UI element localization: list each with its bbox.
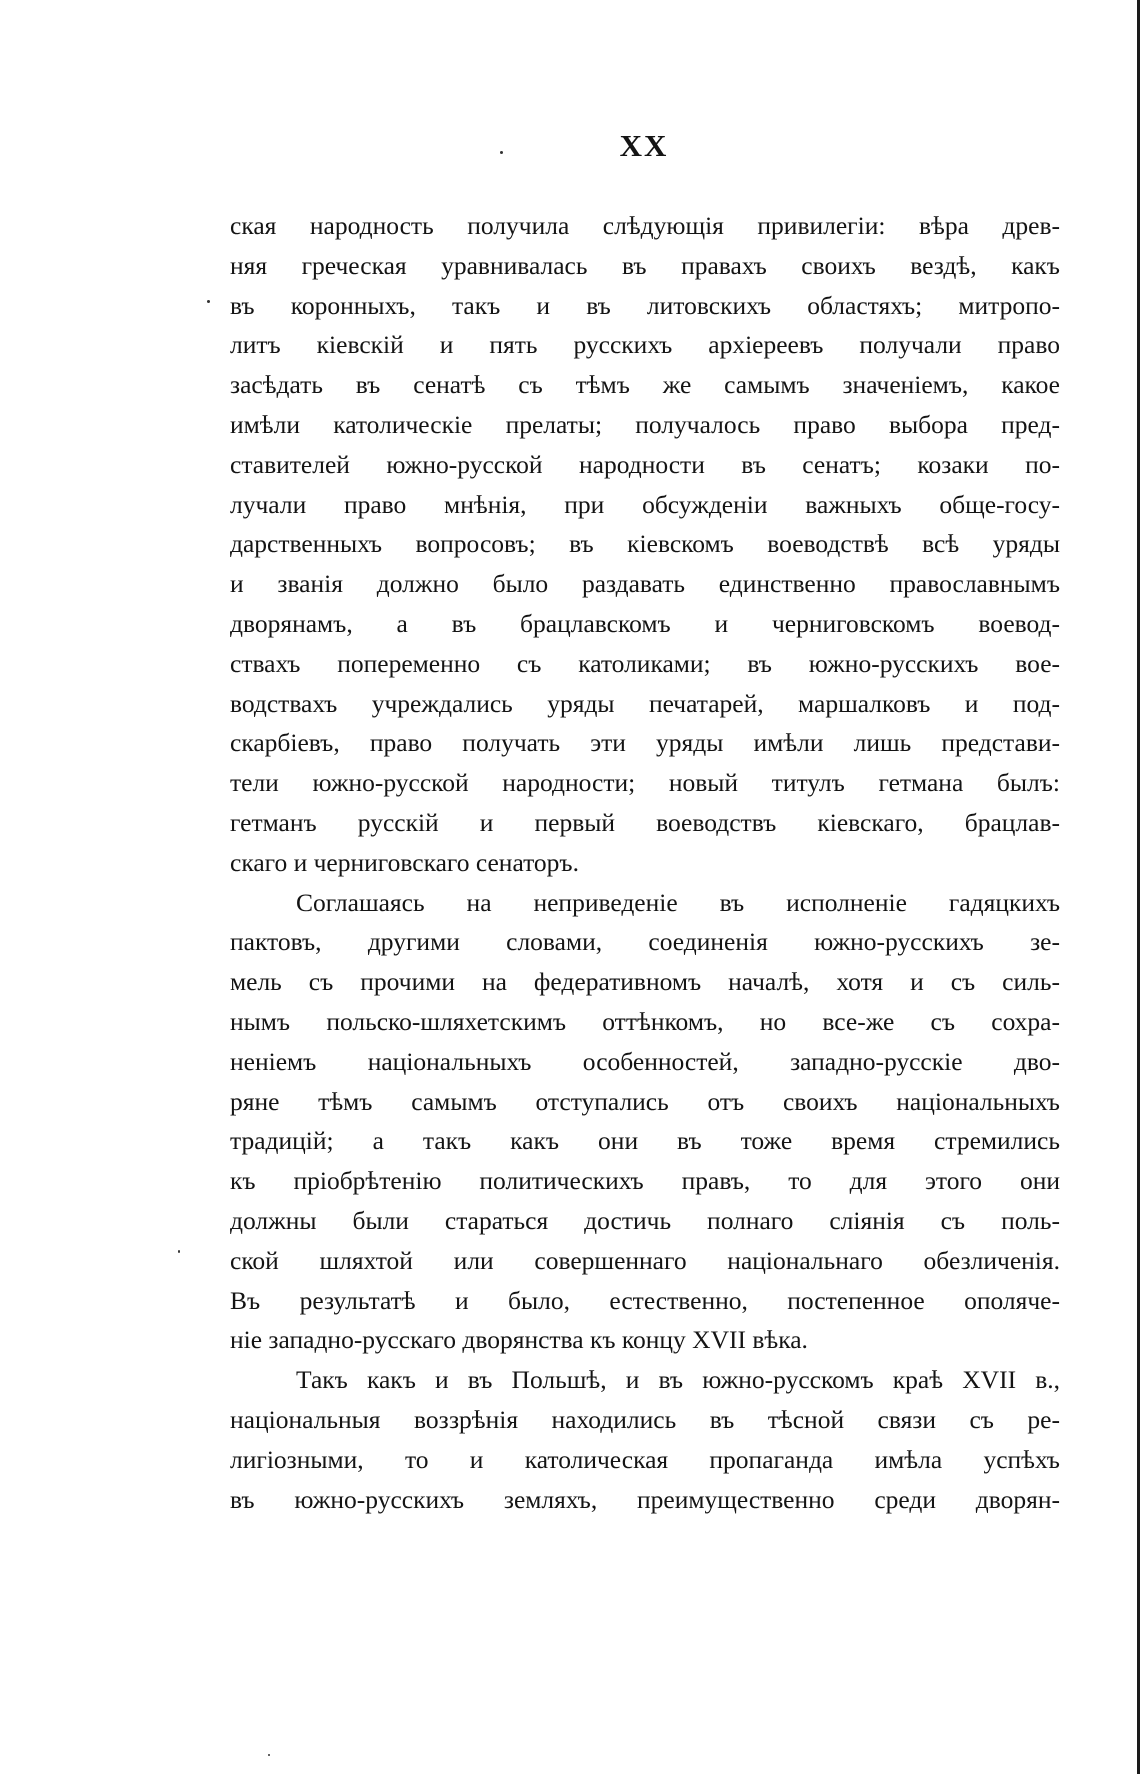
text-body — [230, 206, 1060, 1519]
text-line: Соглашаясь на неприведеніе въ исполненіе гадяцкихъ — [296, 887, 1060, 917]
text-line: къ пріобрѣтенію политическихъ правъ, то для этого они — [230, 1166, 1060, 1196]
text-line: дворянамъ, а въ брацлавскомъ и черниговскомъ воевод- — [230, 608, 1060, 638]
scan-speck — [207, 300, 210, 303]
text-line: ской шляхтой или совершеннаго національнаго обезличенія. — [230, 1245, 1060, 1275]
text-line: скаго и черниговскаго сенаторъ. — [230, 847, 579, 877]
text-line: лигіозными, то и католическая пропаганда имѣла успѣхъ — [230, 1444, 1060, 1474]
scan-speck — [178, 1250, 180, 1253]
paragraph-2 — [230, 883, 1060, 1361]
text-line: скарбіевъ, право получать эти уряды имѣли лишь представи- — [230, 728, 1060, 758]
text-line: водствахъ учреждались уряды печатарей, маршалковъ и под- — [230, 688, 1060, 718]
text-line: ская народность получила слѣдующія привилегіи: вѣра древ- — [230, 211, 1060, 240]
scan-speck — [500, 151, 503, 154]
text-line: ставителей южно-русской народности въ сенатъ; козаки по- — [230, 449, 1060, 479]
paragraph-3 — [230, 1360, 1060, 1519]
text-line: литъ кіевскій и пять русскихъ архіереевъ получали право — [230, 330, 1060, 360]
text-line: и званія должно было раздавать единственно православнымъ — [230, 569, 1060, 599]
text-line: нымъ польско-шляхетскимъ оттѣнкомъ, но все-же съ сохра- — [230, 1006, 1060, 1036]
text-line: мель съ прочими на федеративномъ началѣ, хотя и съ силь- — [230, 967, 1060, 997]
text-line: лучали право мнѣнія, при обсужденіи важныхъ обще-госу- — [230, 489, 1060, 519]
page-number: XX — [619, 128, 669, 163]
paragraph-1 — [230, 206, 1060, 883]
text-line: пактовъ, другими словами, соединенія южно-русскихъ зе- — [230, 927, 1060, 957]
text-line: гетманъ русскій и первый воеводствъ кіевскаго, брацлав- — [230, 807, 1060, 837]
text-line: должны были стараться достичь полнаго слiянія съ поль- — [230, 1205, 1060, 1235]
text-line: ніе западно-русскаго дворянства къ концу XVII вѣка. — [230, 1325, 808, 1355]
text-line: няя греческая уравнивалась въ правахъ своихъ вездѣ, какъ — [230, 250, 1060, 280]
text-line: тели южно-русской народности; новый титулъ гетмана былъ: — [230, 768, 1060, 798]
scan-speck — [268, 1754, 270, 1756]
text-line: засѣдать въ сенатѣ съ тѣмъ же самымъ значеніемъ, какое — [230, 370, 1060, 400]
text-line: Въ результатѣ и было, естественно, постепенное ополяче- — [230, 1285, 1060, 1315]
text-line: ствахъ попеременно съ католиками; въ южно-русскихъ вое- — [230, 648, 1060, 678]
text-line: имѣли католическіе прелаты; получалось право выбора пред- — [230, 409, 1060, 439]
text-line: въ южно-русскихъ земляхъ, преимущественно среди дворян- — [230, 1484, 1060, 1514]
text-line: неніемъ національныхъ особенностей, западно-русскіе дво- — [230, 1046, 1060, 1076]
text-line: національныя воззрѣнія находились въ тѣсной связи съ ре- — [230, 1404, 1060, 1434]
text-line: традицій; а такъ какъ они въ тоже время стремились — [230, 1126, 1060, 1156]
text-line: Такъ какъ и въ Польшѣ, и въ южно-русскомъ краѣ XVII в., — [296, 1365, 1060, 1395]
text-line: въ коронныхъ, такъ и въ литовскихъ областяхъ; митропо- — [230, 290, 1060, 320]
text-line: ряне тѣмъ самымъ отступались отъ своихъ національныхъ — [230, 1086, 1060, 1116]
text-line: дарственныхъ вопросовъ; въ кіевскомъ воеводствѣ всѣ уряды — [230, 529, 1060, 559]
